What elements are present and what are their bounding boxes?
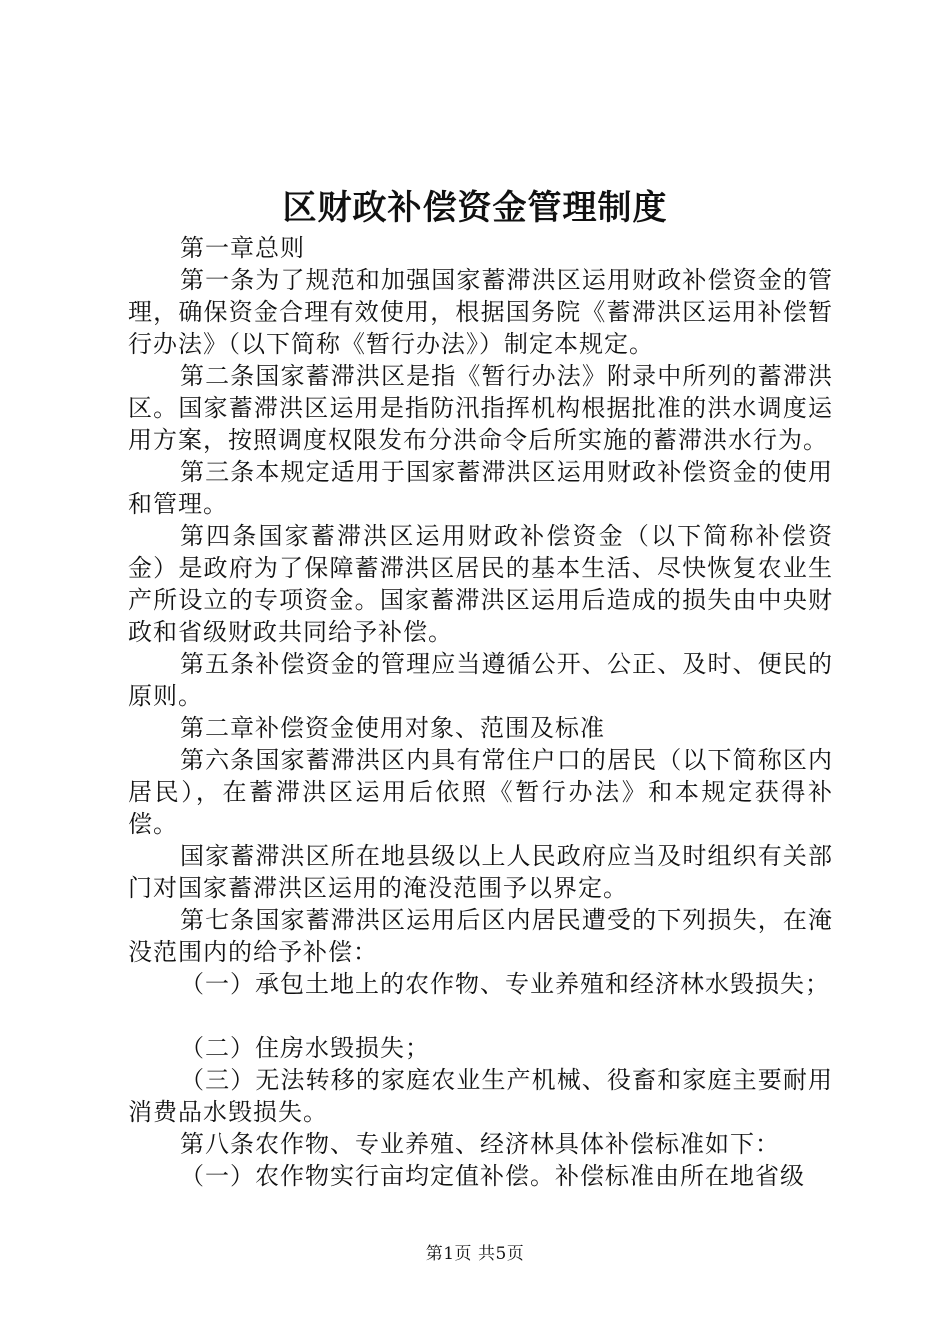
article-paragraph: 第二条国家蓄滞洪区是指《暂行办法》附录中所列的蓄滞洪区。国家蓄滞洪区运用是指防汛指挥机构根据批准的洪水调度运用方案，按照调度权限发布分洪命令后所实施的蓄滞洪水行为。 bbox=[128, 362, 833, 454]
article-paragraph: 第六条国家蓄滞洪区内具有常住户口的居民（以下简称区内居民），在蓄滞洪区运用后依照《暂行办法》和本规定获得补偿。 bbox=[128, 746, 833, 838]
document-body bbox=[128, 232, 833, 1192]
article-paragraph: 第三条本规定适用于国家蓄滞洪区运用财政补偿资金的使用和管理。 bbox=[128, 458, 833, 518]
article-paragraph: 第七条国家蓄滞洪区运用后区内居民遭受的下列损失，在淹没范围内的给予补偿： bbox=[128, 906, 833, 966]
page-number-footer: 第1页 共5页 bbox=[425, 1244, 525, 1264]
article-paragraph: 第四条国家蓄滞洪区运用财政补偿资金（以下简称补偿资金）是政府为了保障蓄滞洪区居民的基本生活、尽快恢复农业生产所设立的专项资金。国家蓄滞洪区运用后造成的损失由中央财政和省级财政共同给予补偿。 bbox=[128, 522, 833, 646]
list-item: （一）农作物实行亩均定值补偿。补偿标准由所在地省级 bbox=[180, 1162, 805, 1190]
list-item: （二）住房水毁损失； bbox=[180, 1034, 430, 1062]
list-item: （三）无法转移的家庭农业生产机械、役畜和家庭主要耐用消费品水毁损失。 bbox=[128, 1066, 833, 1126]
article-paragraph: 国家蓄滞洪区所在地县级以上人民政府应当及时组织有关部门对国家蓄滞洪区运用的淹没范围予以界定。 bbox=[128, 842, 833, 902]
article-paragraph: 第五条补偿资金的管理应当遵循公开、公正、及时、便民的原则。 bbox=[128, 650, 833, 710]
article-paragraph: 第一条为了规范和加强国家蓄滞洪区运用财政补偿资金的管理，确保资金合理有效使用，根据国务院《蓄滞洪区运用补偿暂行办法》（以下简称《暂行办法》）制定本规定。 bbox=[128, 266, 833, 358]
document-title: 区财政补偿资金管理制度 bbox=[282, 188, 668, 228]
article-paragraph: 第八条农作物、专业养殖、经济林具体补偿标准如下： bbox=[180, 1130, 780, 1158]
chapter-heading: 第一章总则 bbox=[180, 234, 305, 262]
chapter-heading: 第二章补偿资金使用对象、范围及标准 bbox=[180, 714, 605, 742]
list-item: （一）承包土地上的农作物、专业养殖和经济林水毁损失； bbox=[180, 970, 830, 998]
